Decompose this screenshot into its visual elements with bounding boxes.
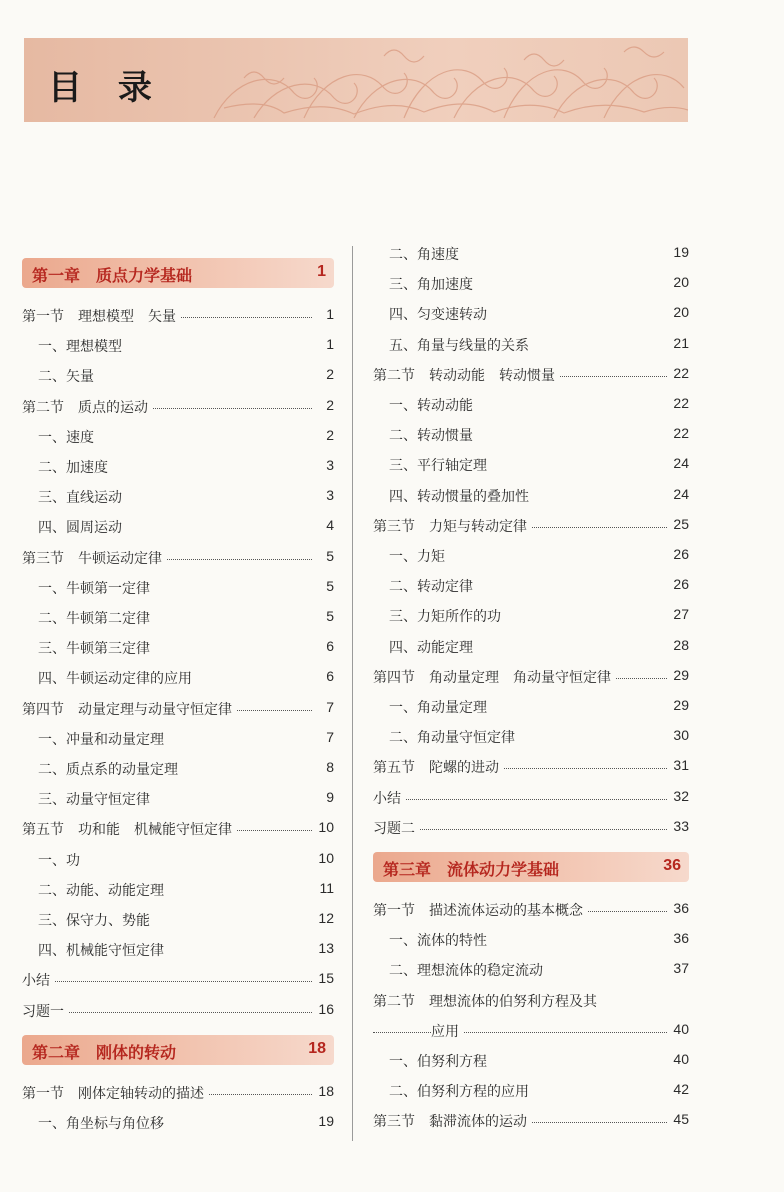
toc-section-entry[interactable] [373, 987, 689, 1017]
toc-section-entry[interactable] [373, 814, 689, 844]
toc-subsection-entry[interactable] [22, 332, 334, 362]
toc-entry-title: 三、角加速度 [389, 274, 477, 294]
toc-subsection-entry[interactable] [373, 1047, 689, 1077]
toc-entry-page-number: 2 [320, 427, 334, 443]
toc-section-entry[interactable] [373, 512, 689, 542]
toc-entry-page-number: 27 [667, 606, 689, 622]
toc-entry-title: 一、伯努利方程 [389, 1051, 491, 1071]
toc-section-entry[interactable] [22, 1079, 334, 1109]
toc-section-entry[interactable] [373, 1017, 689, 1047]
chapter-page-number: 36 [663, 857, 681, 874]
chapter-heading[interactable] [22, 258, 334, 288]
toc-section-entry[interactable] [22, 393, 334, 423]
toc-subsection-entry[interactable] [22, 936, 334, 966]
toc-entry-title: 习题一 [22, 1001, 68, 1021]
dot-leader [373, 1032, 667, 1033]
toc-subsection-entry[interactable] [22, 634, 334, 664]
toc-entry-page-number: 11 [313, 880, 334, 896]
toc-section-entry[interactable] [373, 896, 689, 926]
toc-entry-title: 习题二 [373, 818, 419, 838]
toc-entry-page-number: 22 [667, 395, 689, 411]
toc-entry-title: 二、牛顿第二定律 [38, 608, 154, 628]
toc-entry-title: 一、流体的特性 [389, 930, 491, 950]
toc-entry-title: 二、加速度 [38, 457, 112, 477]
toc-entry-page-number: 6 [320, 638, 334, 654]
toc-entry-page-number: 45 [667, 1111, 689, 1127]
toc-entry-page-number: 36 [667, 900, 689, 916]
toc-section-entry[interactable] [22, 815, 334, 845]
toc-entry-page-number: 20 [667, 304, 689, 320]
toc-subsection-entry[interactable] [373, 956, 689, 986]
toc-section-entry[interactable] [373, 663, 689, 693]
toc-entry-title: 第二节 理想流体的伯努利方程及其 [373, 991, 601, 1011]
toc-section-entry[interactable] [22, 695, 334, 725]
toc-subsection-entry[interactable] [22, 1109, 334, 1139]
toc-subsection-entry[interactable] [373, 572, 689, 602]
toc-entry-title: 四、圆周运动 [38, 517, 126, 537]
toc-subsection-entry[interactable] [373, 421, 689, 451]
toc-entry-title: 二、矢量 [38, 366, 98, 386]
toc-subsection-entry[interactable] [373, 926, 689, 956]
toc-entry-page-number: 19 [312, 1113, 334, 1129]
toc-entry-title: 四、动能定理 [389, 637, 477, 657]
toc-entry-page-number: 37 [667, 960, 689, 976]
toc-entry-page-number: 10 [312, 850, 334, 866]
toc-subsection-entry[interactable] [22, 785, 334, 815]
toc-subsection-entry[interactable] [22, 423, 334, 453]
toc-entry-page-number: 1 [320, 336, 334, 352]
toc-subsection-entry[interactable] [373, 602, 689, 632]
toc-entry-title: 一、角坐标与角位移 [38, 1113, 168, 1133]
toc-entry-page-number: 4 [320, 517, 334, 533]
toc-entry-page-number: 19 [667, 244, 689, 260]
toc-entry-title: 一、功 [38, 850, 84, 870]
toc-entry-page-number: 29 [667, 697, 689, 713]
toc-entry-page-number: 2 [320, 397, 334, 413]
toc-entry-title: 四、转动惯量的叠加性 [389, 486, 533, 506]
toc-entry-title: 一、冲量和动量定理 [38, 729, 168, 749]
toc-entry-page-number: 7 [320, 699, 334, 715]
toc-entry-page-number: 1 [320, 306, 334, 322]
toc-entry-page-number: 25 [667, 516, 689, 532]
toc-entry-page-number: 30 [667, 727, 689, 743]
toc-section-entry[interactable] [373, 1107, 689, 1137]
dot-leader [22, 981, 312, 982]
toc-subsection-entry[interactable] [22, 755, 334, 785]
toc-section-entry[interactable] [373, 361, 689, 391]
toc-entry-page-number: 6 [320, 668, 334, 684]
toc-subsection-entry[interactable] [22, 574, 334, 604]
toc-subsection-entry[interactable] [373, 270, 689, 300]
toc-section-entry[interactable] [22, 544, 334, 574]
chapter-title: 第二章 刚体的转动 [32, 1042, 177, 1062]
column-divider [352, 246, 353, 1141]
chapter-heading[interactable] [22, 1035, 334, 1065]
toc-entry-page-number: 32 [667, 788, 689, 804]
toc-entry-title: 第二节 质点的运动 [22, 397, 152, 417]
toc-entry-page-number: 40 [667, 1051, 689, 1067]
chapter-title: 第三章 流体动力学基础 [383, 860, 560, 879]
toc-entry-title: 三、保守力、势能 [38, 910, 154, 930]
dot-leader [373, 799, 667, 800]
toc-entry-page-number: 36 [667, 930, 689, 946]
toc-entry-page-number: 31 [667, 757, 689, 773]
toc-entry-title: 第四节 角动量定理 角动量守恒定律 [373, 667, 615, 687]
toc-section-entry[interactable] [22, 966, 334, 996]
toc-section-entry[interactable] [22, 997, 334, 1027]
toc-entry-page-number: 22 [667, 365, 689, 381]
toc-subsection-entry[interactable] [22, 604, 334, 634]
chapter-title: 第一章 质点力学基础 [32, 266, 193, 285]
toc-entry-page-number: 15 [312, 970, 334, 986]
toc-entry-title: 二、转动惯量 [389, 425, 477, 445]
toc-entry-title: 二、理想流体的稳定流动 [389, 960, 547, 980]
toc-subsection-entry[interactable] [373, 300, 689, 330]
toc-entry-page-number: 18 [312, 1083, 334, 1099]
toc-entry-page-number: 5 [320, 578, 334, 594]
toc-entry-page-number: 22 [667, 425, 689, 441]
toc-subsection-entry[interactable] [22, 664, 334, 694]
toc-entry-page-number: 5 [320, 548, 334, 564]
toc-entry-page-number: 16 [312, 1001, 334, 1017]
toc-subsection-entry[interactable] [22, 906, 334, 936]
toc-section-entry[interactable] [373, 753, 689, 783]
toc-entry-page-number: 13 [312, 940, 334, 956]
toc-section-entry[interactable] [22, 302, 334, 332]
toc-entry-page-number: 28 [667, 637, 689, 653]
toc-entry-title: 四、牛顿运动定律的应用 [38, 668, 196, 688]
chapter-page-number: 1 [317, 263, 326, 280]
toc-entry-title: 第五节 陀螺的进动 [373, 757, 503, 777]
chapter-page-number: 18 [308, 1039, 326, 1057]
toc-subsection-entry[interactable] [22, 846, 334, 876]
toc-entry-page-number: 26 [667, 546, 689, 562]
toc-entry-title: 一、理想模型 [38, 336, 126, 356]
toc-subsection-entry[interactable] [373, 542, 689, 572]
page-title: 目 录 [48, 68, 164, 108]
toc-entry-title: 二、转动定律 [389, 576, 477, 596]
toc-entry-title: 应用 [431, 1021, 463, 1041]
toc-entry-title: 第三节 力矩与转动定律 [373, 516, 531, 536]
toc-subsection-entry[interactable] [373, 723, 689, 753]
toc-entry-page-number: 12 [312, 910, 334, 926]
toc-entry-title: 四、匀变速转动 [389, 304, 491, 324]
toc-subsection-entry[interactable] [373, 240, 689, 270]
toc-entry-title: 第一节 刚体定轴转动的描述 [22, 1083, 208, 1103]
toc-entry-page-number: 24 [667, 455, 689, 471]
toc-entry-page-number: 29 [667, 667, 689, 683]
toc-entry-title: 第四节 动量定理与动量守恒定律 [22, 699, 236, 719]
toc-subsection-entry[interactable] [373, 633, 689, 663]
toc-entry-page-number: 24 [667, 486, 689, 502]
toc-entry-page-number: 20 [667, 274, 689, 290]
toc-entry-page-number: 5 [320, 608, 334, 624]
toc-subsection-entry[interactable] [373, 331, 689, 361]
toc-entry-title: 三、直线运动 [38, 487, 126, 507]
toc-entry-title: 第一节 理想模型 矢量 [22, 306, 180, 326]
toc-entry-title: 第一节 描述流体运动的基本概念 [373, 900, 587, 920]
toc-subsection-entry[interactable] [373, 391, 689, 421]
toc-entry-title: 四、机械能守恒定律 [38, 940, 168, 960]
toc-entry-page-number: 8 [320, 759, 334, 775]
toc-entry-title: 第三节 黏滞流体的运动 [373, 1111, 531, 1131]
toc-subsection-entry[interactable] [373, 451, 689, 481]
toc-entry-title: 二、质点系的动量定理 [38, 759, 182, 779]
toc-entry-page-number: 3 [320, 457, 334, 473]
toc-entry-page-number: 10 [312, 819, 334, 835]
toc-entry-page-number: 33 [667, 818, 689, 834]
toc-entry-page-number: 40 [667, 1021, 689, 1037]
toc-entry-page-number: 21 [667, 335, 689, 351]
toc-entry-title: 一、速度 [38, 427, 98, 447]
toc-entry-page-number: 2 [320, 366, 334, 382]
toc-subsection-entry[interactable] [22, 453, 334, 483]
toc-section-entry[interactable] [373, 784, 689, 814]
toc-entry-title: 小结 [373, 788, 405, 808]
toc-entry-page-number: 3 [320, 487, 334, 503]
toc-entry-title: 五、角量与线量的关系 [389, 335, 533, 355]
toc-entry-title: 第三节 牛顿运动定律 [22, 548, 166, 568]
toc-entry-title: 三、动量守恒定律 [38, 789, 154, 809]
toc-entry-title: 三、平行轴定理 [389, 455, 491, 475]
toc-subsection-entry[interactable] [373, 482, 689, 512]
chapter-heading[interactable] [373, 852, 689, 882]
toc-entry-title: 二、伯努利方程的应用 [389, 1081, 533, 1101]
toc-subsection-entry[interactable] [22, 876, 334, 906]
toc-subsection-entry[interactable] [22, 513, 334, 543]
toc-entry-title: 二、角动量守恒定律 [389, 727, 519, 747]
toc-entry-title: 第二节 转动动能 转动惯量 [373, 365, 559, 385]
toc-entry-title: 一、角动量定理 [389, 697, 491, 717]
toc-entry-title: 小结 [22, 970, 54, 990]
toc-entry-title: 一、力矩 [389, 546, 449, 566]
toc-entry-page-number: 9 [320, 789, 334, 805]
toc-entry-page-number: 7 [320, 729, 334, 745]
toc-entry-title: 一、转动动能 [389, 395, 477, 415]
toc-subsection-entry[interactable] [22, 725, 334, 755]
toc-entry-title: 二、角速度 [389, 244, 463, 264]
toc-subsection-entry[interactable] [22, 483, 334, 513]
toc-entry-title: 二、动能、动能定理 [38, 880, 168, 900]
toc-subsection-entry[interactable] [373, 693, 689, 723]
toc-entry-title: 三、力矩所作的功 [389, 606, 505, 626]
toc-entry-title: 第五节 功和能 机械能守恒定律 [22, 819, 236, 839]
toc-entry-title: 三、牛顿第三定律 [38, 638, 154, 658]
toc-entry-page-number: 42 [667, 1081, 689, 1097]
toc-subsection-entry[interactable] [373, 1077, 689, 1107]
toc-entry-title: 一、牛顿第一定律 [38, 578, 154, 598]
toc-entry-page-number: 26 [667, 576, 689, 592]
toc-subsection-entry[interactable] [22, 362, 334, 392]
